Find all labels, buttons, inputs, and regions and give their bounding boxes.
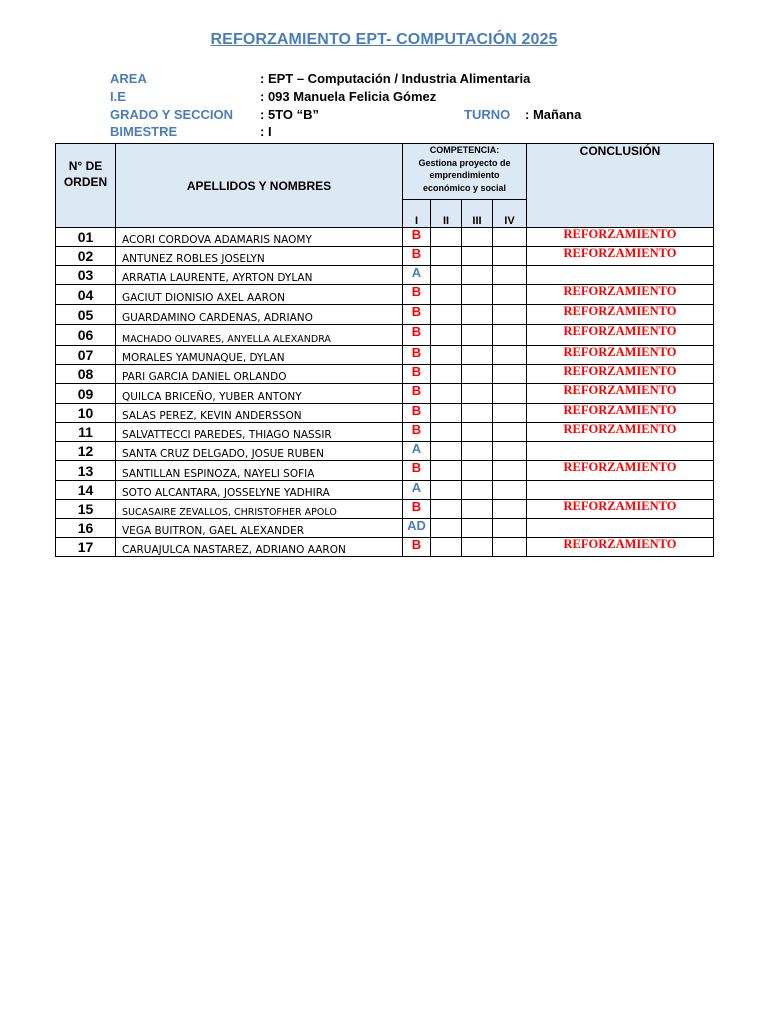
grade-period-ii bbox=[431, 384, 462, 404]
grade-period-iv bbox=[493, 247, 527, 266]
student-name: SUCASAIRE ZEVALLOS, CHRISTOFHER APOLO bbox=[116, 500, 403, 519]
table-row bbox=[56, 325, 714, 346]
conclusion-cell: REFORZAMIENTO bbox=[527, 305, 714, 325]
grade-period-iv bbox=[493, 228, 527, 247]
grades-table bbox=[55, 143, 714, 557]
table-row bbox=[56, 442, 714, 461]
grade-period-ii bbox=[431, 266, 462, 285]
grade-period-i: B bbox=[403, 365, 431, 384]
table-body bbox=[56, 228, 714, 557]
conclusion-cell: REFORZAMIENTO bbox=[527, 285, 714, 305]
header-competencia-line1: COMPETENCIA: bbox=[429, 145, 500, 155]
info-block bbox=[110, 70, 710, 142]
table-row bbox=[56, 404, 714, 423]
grade-period-iv bbox=[493, 461, 527, 481]
student-name: QUILCA BRICEÑO, YUBER ANTONY bbox=[116, 384, 403, 404]
student-name: SANTA CRUZ DELGADO, JOSUE RUBEN bbox=[116, 442, 403, 461]
conclusion-cell: REFORZAMIENTO bbox=[527, 365, 714, 384]
grade-period-i: A bbox=[403, 266, 431, 285]
row-number: 03 bbox=[56, 266, 116, 285]
header-period-iv: IV bbox=[493, 200, 527, 228]
grade-period-iv bbox=[493, 266, 527, 285]
grade-period-iii bbox=[462, 481, 493, 500]
header-competencia-line2: Gestiona proyecto de bbox=[418, 157, 511, 168]
table-row bbox=[56, 519, 714, 538]
grade-period-ii bbox=[431, 500, 462, 519]
grade-period-i: B bbox=[403, 346, 431, 365]
table-row bbox=[56, 228, 714, 247]
area-label: AREA bbox=[110, 71, 147, 86]
student-name: MORALES YAMUNAQUE, DYLAN bbox=[116, 346, 403, 365]
grade-period-ii bbox=[431, 442, 462, 461]
header-order-line1: N° DE bbox=[68, 159, 103, 173]
header-names: APELLIDOS Y NOMBRES bbox=[116, 144, 403, 228]
header-competencia-line4: económico y social bbox=[422, 182, 507, 193]
row-number: 12 bbox=[56, 442, 116, 461]
table-row bbox=[56, 481, 714, 500]
conclusion-cell: REFORZAMIENTO bbox=[527, 404, 714, 423]
grade-period-i: B bbox=[403, 384, 431, 404]
ie-label: I.E bbox=[110, 89, 126, 104]
turno-value: : Mañana bbox=[525, 107, 582, 122]
student-name: GACIUT DIONISIO AXEL AARON bbox=[116, 285, 403, 305]
grade-period-ii bbox=[431, 247, 462, 266]
student-name: PARI GARCIA DANIEL ORLANDO bbox=[116, 365, 403, 384]
grade-period-iii bbox=[462, 247, 493, 266]
table-row bbox=[56, 538, 714, 557]
grade-period-iv bbox=[493, 285, 527, 305]
grade-period-iii bbox=[462, 285, 493, 305]
grade-period-i: AD bbox=[403, 519, 431, 538]
grade-period-iii bbox=[462, 266, 493, 285]
row-number: 08 bbox=[56, 365, 116, 384]
bimestre-label: BIMESTRE bbox=[110, 124, 178, 139]
bimestre-value: : I bbox=[260, 124, 272, 139]
grade-period-iv bbox=[493, 423, 527, 442]
header-order-line2: ORDEN bbox=[63, 175, 108, 189]
grade-period-ii bbox=[431, 305, 462, 325]
grade-period-iv bbox=[493, 305, 527, 325]
grade-period-ii bbox=[431, 481, 462, 500]
conclusion-cell: REFORZAMIENTO bbox=[527, 538, 714, 557]
row-number: 09 bbox=[56, 384, 116, 404]
grade-period-iii bbox=[462, 384, 493, 404]
grade-period-i: B bbox=[403, 228, 431, 247]
document-title: REFORZAMIENTO EPT- COMPUTACIÓN 2025 bbox=[210, 31, 558, 48]
grade-period-iv bbox=[493, 346, 527, 365]
grade-period-i: B bbox=[403, 461, 431, 481]
table-row bbox=[56, 365, 714, 384]
grade-period-iii bbox=[462, 365, 493, 384]
grade-period-iv bbox=[493, 404, 527, 423]
conclusion-cell: REFORZAMIENTO bbox=[527, 423, 714, 442]
conclusion-cell: REFORZAMIENTO bbox=[527, 325, 714, 346]
header-period-ii: II bbox=[431, 200, 462, 228]
table-row bbox=[56, 384, 714, 404]
grade-period-ii bbox=[431, 365, 462, 384]
grade-period-i: A bbox=[403, 442, 431, 461]
row-number: 17 bbox=[56, 538, 116, 557]
grade-period-i: B bbox=[403, 247, 431, 266]
header-period-i: I bbox=[403, 200, 431, 228]
header-period-iii: III bbox=[462, 200, 493, 228]
row-number: 15 bbox=[56, 500, 116, 519]
grade-period-ii bbox=[431, 228, 462, 247]
grade-period-ii bbox=[431, 461, 462, 481]
conclusion-cell: REFORZAMIENTO bbox=[527, 384, 714, 404]
grade-period-iv bbox=[493, 538, 527, 557]
grade-period-iii bbox=[462, 325, 493, 346]
row-number: 04 bbox=[56, 285, 116, 305]
grade-period-ii bbox=[431, 423, 462, 442]
row-number: 13 bbox=[56, 461, 116, 481]
grade-period-i: B bbox=[403, 500, 431, 519]
grade-period-i: B bbox=[403, 538, 431, 557]
student-name: ANTUNEZ ROBLES JOSELYN bbox=[116, 247, 403, 266]
conclusion-cell bbox=[527, 519, 714, 538]
table-row bbox=[56, 305, 714, 325]
grade-period-iii bbox=[462, 305, 493, 325]
grado-value: : 5TO “B” bbox=[260, 107, 319, 122]
conclusion-cell: REFORZAMIENTO bbox=[527, 228, 714, 247]
grade-period-i: B bbox=[403, 305, 431, 325]
grade-period-iv bbox=[493, 325, 527, 346]
grade-period-iii bbox=[462, 423, 493, 442]
student-name: ACORI CORDOVA ADAMARIS NAOMY bbox=[116, 228, 403, 247]
row-number: 16 bbox=[56, 519, 116, 538]
grade-period-i: B bbox=[403, 404, 431, 423]
header-competencia-line3: emprendimiento bbox=[429, 170, 500, 180]
grade-period-iii bbox=[462, 346, 493, 365]
conclusion-cell: REFORZAMIENTO bbox=[527, 461, 714, 481]
conclusion-cell bbox=[527, 442, 714, 461]
grade-period-i: B bbox=[403, 325, 431, 346]
grade-period-iv bbox=[493, 365, 527, 384]
row-number: 05 bbox=[56, 305, 116, 325]
grade-period-ii bbox=[431, 346, 462, 365]
table-row bbox=[56, 247, 714, 266]
student-name: SALVATTECCI PAREDES, THIAGO NASSIR bbox=[116, 423, 403, 442]
grade-period-iv bbox=[493, 500, 527, 519]
student-name: ARRATIA LAURENTE, AYRTON DYLAN bbox=[116, 266, 403, 285]
student-name: GUARDAMINO CARDENAS, ADRIANO bbox=[116, 305, 403, 325]
ie-value: : 093 Manuela Felicia Gómez bbox=[260, 89, 437, 104]
grade-period-iv bbox=[493, 384, 527, 404]
table-row bbox=[56, 500, 714, 519]
turno-label: TURNO bbox=[464, 107, 511, 122]
row-number: 07 bbox=[56, 346, 116, 365]
conclusion-cell: REFORZAMIENTO bbox=[527, 247, 714, 266]
student-name: CARUAJULCA NASTAREZ, ADRIANO AARON bbox=[116, 538, 403, 557]
grade-period-iii bbox=[462, 461, 493, 481]
table-row bbox=[56, 285, 714, 305]
table-row bbox=[56, 346, 714, 365]
grade-period-iii bbox=[462, 228, 493, 247]
area-value: : EPT – Computación / Industria Alimentaria bbox=[260, 71, 531, 86]
grade-period-iii bbox=[462, 404, 493, 423]
grade-period-iv bbox=[493, 481, 527, 500]
grade-period-i: B bbox=[403, 423, 431, 442]
grado-label: GRADO Y SECCION bbox=[110, 107, 234, 122]
grade-period-ii bbox=[431, 538, 462, 557]
student-name: SANTILLAN ESPINOZA, NAYELI SOFIA bbox=[116, 461, 403, 481]
header-order bbox=[56, 144, 116, 228]
grade-period-iii bbox=[462, 442, 493, 461]
grade-period-iii bbox=[462, 538, 493, 557]
table-row bbox=[56, 461, 714, 481]
header-competencia bbox=[403, 144, 527, 200]
table-row bbox=[56, 266, 714, 285]
conclusion-cell: REFORZAMIENTO bbox=[527, 500, 714, 519]
conclusion-cell bbox=[527, 266, 714, 285]
grade-period-iii bbox=[462, 500, 493, 519]
grade-period-iv bbox=[493, 442, 527, 461]
conclusion-cell bbox=[527, 481, 714, 500]
row-number: 11 bbox=[56, 423, 116, 442]
grade-period-iv bbox=[493, 519, 527, 538]
grade-period-ii bbox=[431, 285, 462, 305]
grade-period-i: B bbox=[403, 285, 431, 305]
table-row bbox=[56, 423, 714, 442]
grade-period-ii bbox=[431, 404, 462, 423]
row-number: 10 bbox=[56, 404, 116, 423]
grade-period-iii bbox=[462, 519, 493, 538]
row-number: 06 bbox=[56, 325, 116, 346]
student-name: SALAS PEREZ, KEVIN ANDERSSON bbox=[116, 404, 403, 423]
row-number: 14 bbox=[56, 481, 116, 500]
row-number: 01 bbox=[56, 228, 116, 247]
row-number: 02 bbox=[56, 247, 116, 266]
student-name: MACHADO OLIVARES, ANYELLA ALEXANDRA bbox=[116, 325, 403, 346]
conclusion-cell: REFORZAMIENTO bbox=[527, 346, 714, 365]
student-name: VEGA BUITRON, GAEL ALEXANDER bbox=[116, 519, 403, 538]
grade-period-i: A bbox=[403, 481, 431, 500]
header-conclusion: CONCLUSIÓN bbox=[527, 144, 714, 228]
grade-period-ii bbox=[431, 519, 462, 538]
student-name: SOTO ALCANTARA, JOSSELYNE YADHIRA bbox=[116, 481, 403, 500]
grade-period-ii bbox=[431, 325, 462, 346]
